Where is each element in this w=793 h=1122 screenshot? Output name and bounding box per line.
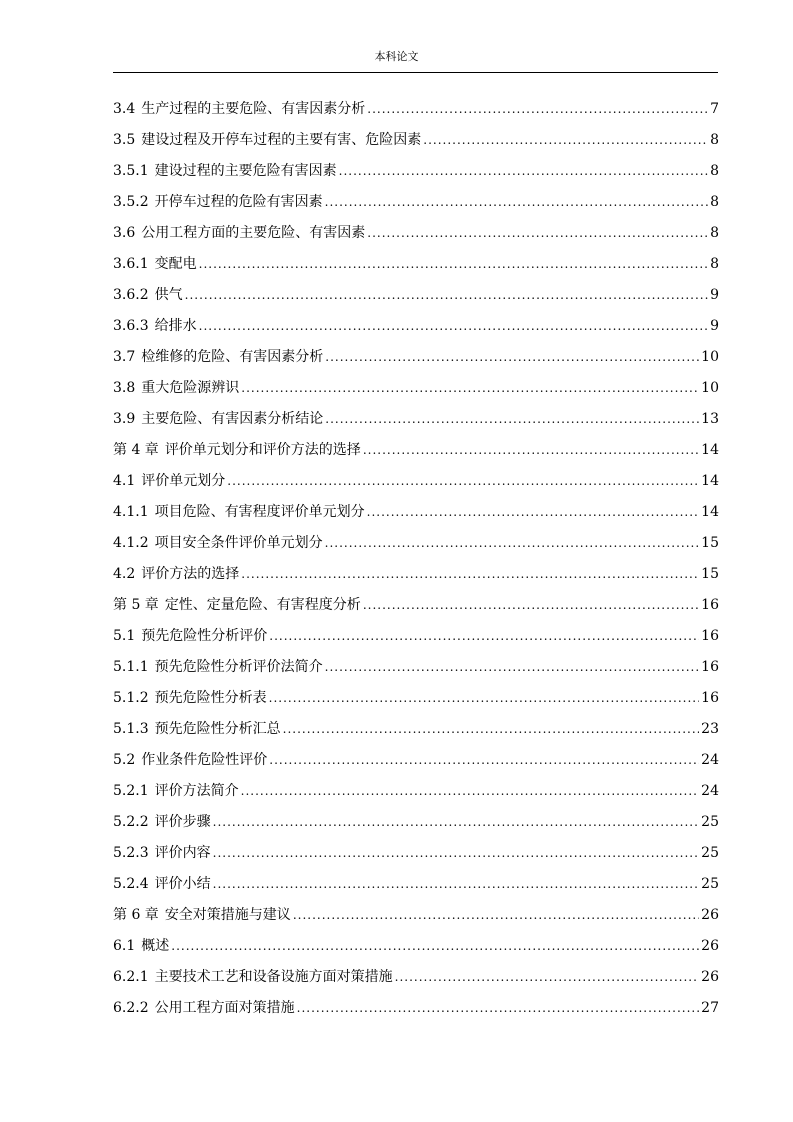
toc-entry-title: 评价方法简介 <box>154 783 239 799</box>
toc-entry-number: 3.5.1 <box>113 163 149 179</box>
toc-entry-title: 预先危险性分析表 <box>154 690 267 706</box>
toc-entry-page-number: 10 <box>701 380 719 396</box>
toc-entry-number: 3.4 <box>113 101 136 117</box>
toc-entry[interactable] <box>113 904 719 935</box>
toc-dot-leader <box>199 315 708 337</box>
toc-entry[interactable] <box>113 935 719 966</box>
toc-entry-page-number: 16 <box>701 597 719 613</box>
toc-entry-title: 供气 <box>154 287 183 303</box>
toc-entry-page-number: 7 <box>710 101 719 117</box>
header-divider <box>113 72 718 73</box>
toc-entry[interactable] <box>113 470 719 501</box>
toc-entry-number: 5.2.2 <box>113 814 149 830</box>
toc-entry-page-number: 8 <box>710 163 719 179</box>
toc-dot-leader <box>325 191 708 213</box>
toc-dot-leader <box>227 470 699 492</box>
toc-entry-page-number: 26 <box>701 907 719 923</box>
toc-entry[interactable] <box>113 997 719 1028</box>
toc-entry[interactable] <box>113 842 719 873</box>
toc-entry-title: 项目安全条件评价单元划分 <box>154 535 323 551</box>
toc-entry[interactable] <box>113 377 719 408</box>
toc-entry-number: 4.1.1 <box>113 504 149 520</box>
toc-entry-page-number: 15 <box>701 566 719 582</box>
toc-dot-leader <box>297 997 700 1019</box>
toc-entry[interactable] <box>113 253 719 284</box>
toc-entry[interactable] <box>113 98 719 129</box>
toc-dot-leader <box>363 594 699 616</box>
toc-entry-number: 4.1.2 <box>113 535 149 551</box>
toc-dot-leader <box>269 625 699 647</box>
toc-entry-title: 评价单元划分和评价方法的选择 <box>164 442 361 458</box>
toc-entry-page-number: 10 <box>701 349 719 365</box>
toc-dot-leader <box>293 904 699 926</box>
toc-entry-number: 3.5.2 <box>113 194 149 210</box>
toc-dot-leader <box>325 656 700 678</box>
toc-dot-leader <box>367 501 700 523</box>
toc-entry-title: 评价方法的选择 <box>141 566 240 582</box>
toc-entry-title: 评价步骤 <box>154 814 211 830</box>
toc-entry-page-number: 8 <box>710 225 719 241</box>
toc-entry-page-number: 16 <box>701 690 719 706</box>
toc-entry-page-number: 26 <box>701 969 719 985</box>
toc-entry-number: 6.2.1 <box>113 969 149 985</box>
toc-entry-title: 预先危险性分析评价法简介 <box>154 659 323 675</box>
toc-dot-leader <box>269 749 699 771</box>
toc-entry[interactable] <box>113 284 719 315</box>
toc-entry-title: 开停车过程的危险有害因素 <box>154 194 323 210</box>
toc-dot-leader <box>325 532 700 554</box>
toc-dot-leader <box>363 439 699 461</box>
toc-entry-page-number: 24 <box>701 752 719 768</box>
toc-entry-number: 5.2.3 <box>113 845 149 861</box>
toc-dot-leader <box>213 811 700 833</box>
toc-entry-title: 变配电 <box>154 256 197 272</box>
toc-entry-number: 5.1.3 <box>113 721 149 737</box>
toc-entry-title: 评价小结 <box>154 876 211 892</box>
toc-entry[interactable] <box>113 594 719 625</box>
toc-entry-page-number: 9 <box>710 318 719 334</box>
toc-entry[interactable] <box>113 873 719 904</box>
toc-entry[interactable] <box>113 501 719 532</box>
toc-entry-title: 项目危险、有害程度评价单元划分 <box>154 504 365 520</box>
toc-entry-page-number: 25 <box>701 845 719 861</box>
toc-entry-number: 3.8 <box>113 380 136 396</box>
toc-entry-title: 预先危险性分析评价 <box>141 628 268 644</box>
toc-entry[interactable] <box>113 625 719 656</box>
toc-entry-number: 5.2 <box>113 752 136 768</box>
toc-entry-page-number: 14 <box>701 442 719 458</box>
toc-entry[interactable] <box>113 563 719 594</box>
toc-entry-page-number: 14 <box>701 473 719 489</box>
toc-entry-page-number: 8 <box>710 132 719 148</box>
toc-dot-leader <box>423 129 708 151</box>
toc-entry-page-number: 9 <box>710 287 719 303</box>
toc-entry-number: 3.6.3 <box>113 318 149 334</box>
toc-entry-number: 3.6.2 <box>113 287 149 303</box>
toc-entry[interactable] <box>113 222 719 253</box>
toc-entry-title: 安全对策措施与建议 <box>164 907 291 923</box>
toc-entry[interactable] <box>113 656 719 687</box>
toc-dot-leader <box>241 377 699 399</box>
toc-entry[interactable] <box>113 346 719 377</box>
toc-entry-number: 5.2.4 <box>113 876 149 892</box>
toc-dot-leader <box>269 687 700 709</box>
toc-entry-title: 评价单元划分 <box>141 473 226 489</box>
page-header-title: 本科论文 <box>374 50 419 63</box>
toc-entry-page-number: 24 <box>701 783 719 799</box>
toc-entry[interactable] <box>113 811 719 842</box>
toc-dot-leader <box>367 222 708 244</box>
toc-entry-number: 5.1 <box>113 628 136 644</box>
toc-entry-page-number: 8 <box>710 194 719 210</box>
toc-entry-title: 建设过程的主要危险有害因素 <box>154 163 337 179</box>
toc-entry-title: 概述 <box>141 938 170 954</box>
toc-dot-leader <box>213 873 700 895</box>
toc-entry[interactable] <box>113 129 719 160</box>
toc-entry-title: 定性、定量危险、有害程度分析 <box>164 597 361 613</box>
toc-entry-title: 重大危险源辨识 <box>141 380 240 396</box>
toc-entry-number: 第 4 章 <box>113 442 159 458</box>
toc-entry-number: 5.2.1 <box>113 783 149 799</box>
toc-dot-leader <box>283 718 700 740</box>
toc-dot-leader <box>171 935 699 957</box>
toc-dot-leader <box>241 780 700 802</box>
toc-dot-leader <box>241 563 699 585</box>
toc-entry-title: 检维修的危险、有害因素分析 <box>141 349 324 365</box>
toc-dot-leader <box>367 98 708 120</box>
toc-entry[interactable] <box>113 408 719 439</box>
toc-entry-number: 5.1.2 <box>113 690 149 706</box>
toc-entry-page-number: 15 <box>701 535 719 551</box>
toc-entry-number: 4.1 <box>113 473 136 489</box>
toc-entry-number: 第 6 章 <box>113 907 159 923</box>
toc-entry-page-number: 13 <box>701 411 719 427</box>
toc-entry-title: 给排水 <box>154 318 197 334</box>
toc-entry[interactable] <box>113 780 719 811</box>
toc-dot-leader <box>325 346 699 368</box>
toc-entry-page-number: 16 <box>701 628 719 644</box>
toc-entry[interactable] <box>113 439 719 470</box>
toc-entry-title: 建设过程及开停车过程的主要有害、危险因素 <box>141 132 422 148</box>
toc-dot-leader <box>199 253 708 275</box>
toc-entry-page-number: 23 <box>701 721 719 737</box>
toc-entry[interactable] <box>113 966 719 997</box>
toc-entry-number: 第 5 章 <box>113 597 159 613</box>
toc-entry-page-number: 14 <box>701 504 719 520</box>
toc-dot-leader <box>395 966 700 988</box>
toc-entry-title: 生产过程的主要危险、有害因素分析 <box>141 101 366 117</box>
toc-entry-number: 6.1 <box>113 938 136 954</box>
table-of-contents <box>113 98 719 1028</box>
toc-entry-page-number: 26 <box>701 938 719 954</box>
toc-entry-title: 评价内容 <box>154 845 211 861</box>
toc-entry[interactable] <box>113 718 719 749</box>
toc-entry-number: 4.2 <box>113 566 136 582</box>
toc-dot-leader <box>213 842 700 864</box>
toc-entry-page-number: 25 <box>701 814 719 830</box>
toc-entry-title: 公用工程方面对策措施 <box>154 1000 295 1016</box>
toc-dot-leader <box>325 408 699 430</box>
toc-entry-title: 作业条件危险性评价 <box>141 752 268 768</box>
toc-entry[interactable] <box>113 315 719 346</box>
toc-entry-number: 3.6.1 <box>113 256 149 272</box>
toc-entry-page-number: 16 <box>701 659 719 675</box>
toc-entry-title: 主要危险、有害因素分析结论 <box>141 411 324 427</box>
toc-entry[interactable] <box>113 191 719 222</box>
toc-entry-number: 3.6 <box>113 225 136 241</box>
toc-entry-number: 3.9 <box>113 411 136 427</box>
toc-entry-title: 预先危险性分析汇总 <box>154 721 281 737</box>
toc-entry-number: 3.7 <box>113 349 136 365</box>
toc-entry-page-number: 8 <box>710 256 719 272</box>
toc-entry-page-number: 25 <box>701 876 719 892</box>
toc-entry-number: 3.5 <box>113 132 136 148</box>
toc-entry-title: 公用工程方面的主要危险、有害因素 <box>141 225 366 241</box>
toc-entry[interactable] <box>113 687 719 718</box>
toc-entry[interactable] <box>113 532 719 563</box>
toc-entry-number: 5.1.1 <box>113 659 149 675</box>
toc-dot-leader <box>339 160 708 182</box>
toc-entry-page-number: 27 <box>701 1000 719 1016</box>
toc-entry[interactable] <box>113 160 719 191</box>
toc-entry-title: 主要技术工艺和设备设施方面对策措施 <box>154 969 393 985</box>
toc-entry-number: 6.2.2 <box>113 1000 149 1016</box>
toc-entry[interactable] <box>113 749 719 780</box>
toc-dot-leader <box>185 284 708 306</box>
